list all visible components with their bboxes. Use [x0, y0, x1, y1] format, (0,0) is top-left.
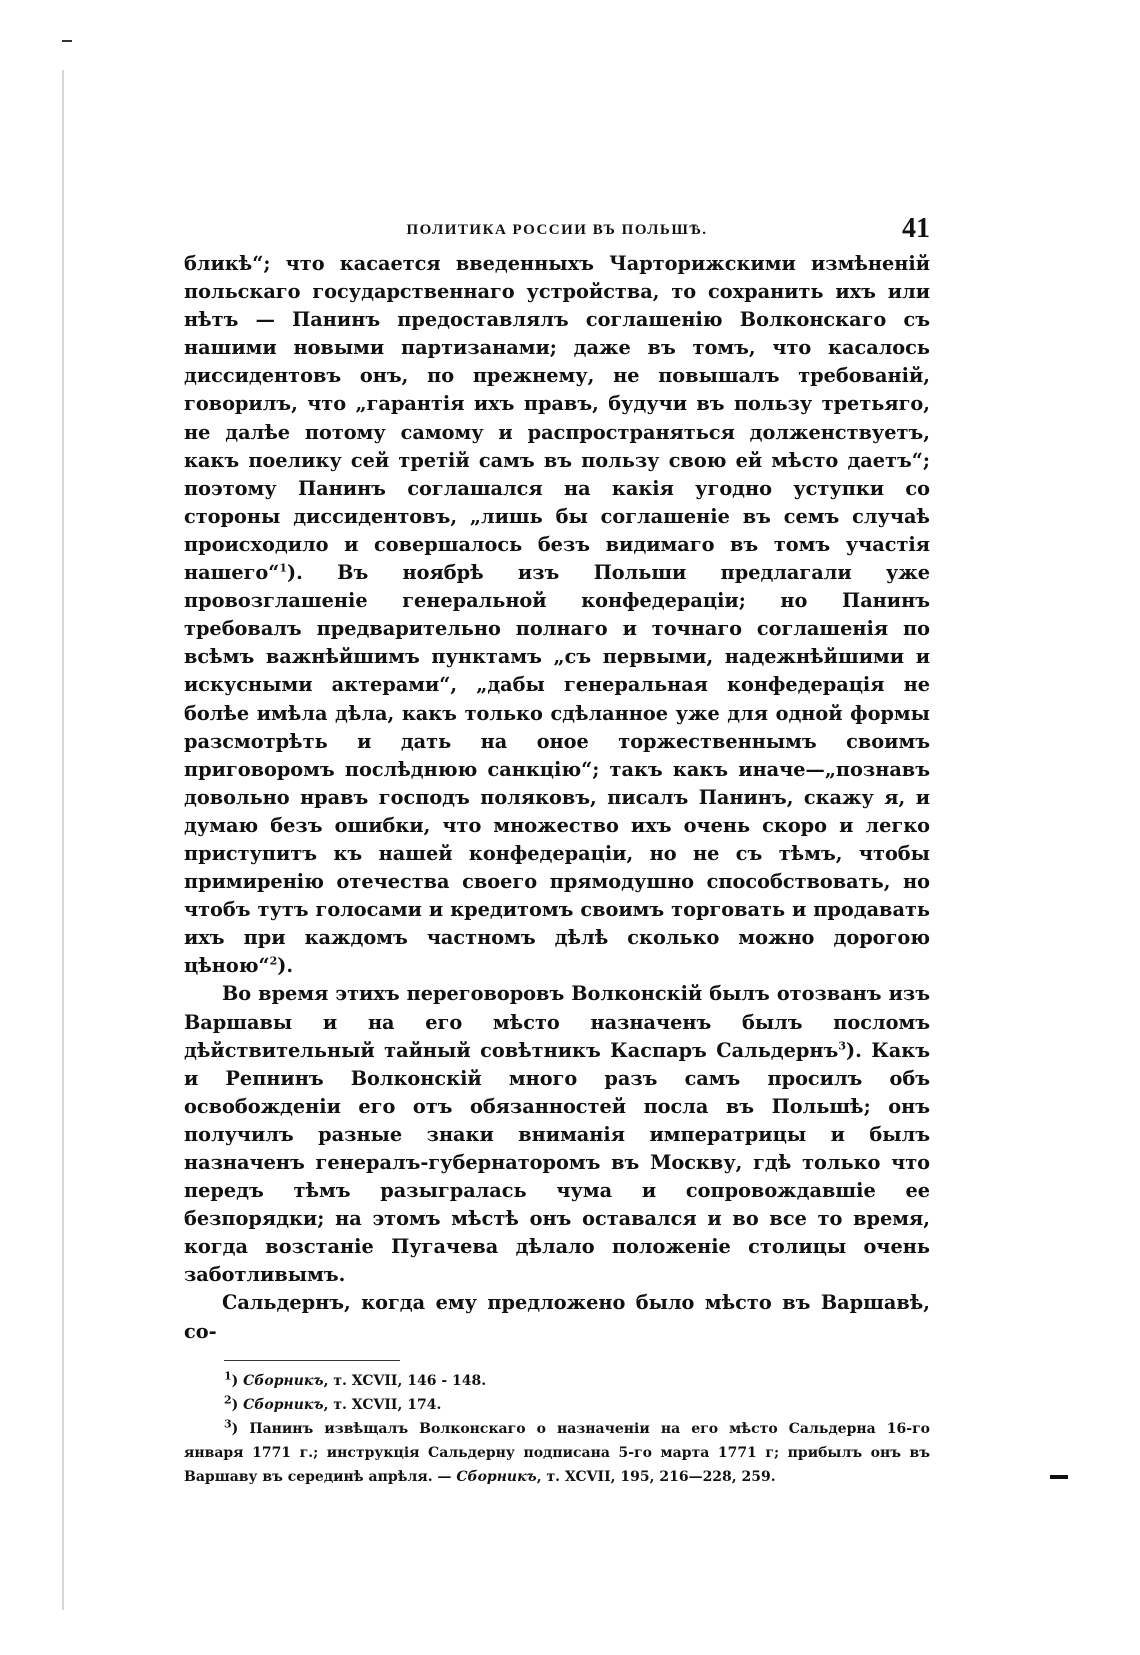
footnote-2-marker: 2	[224, 1393, 232, 1406]
footnote-3-text: Панинъ извѣщалъ Волконскаго о назначеніи на его мѣсто Сальдерна 16-го января 1771 г.; инструкція Сальдерну подписана 5-го марта 1771 г; прибылъ онъ въ Варшаву въ серединѣ апрѣля. —	[184, 1420, 930, 1485]
paragraph-2	[184, 980, 930, 1289]
footnote-2-rest: , т. XCVII, 174.	[323, 1396, 442, 1413]
book-page	[184, 210, 930, 1489]
footnote-1: $^1$) Сборникъ, т. XCVII, 146 - 148.	[224, 1369, 487, 1389]
paragraph-2-part-b: ). Какъ и Репнинъ Волконскій много разъ самъ просилъ объ освобожденіи его отъ обязанностей посла въ Польшѣ; онъ получилъ разные знаки вниманія императрицы и былъ назначенъ генералъ-губернаторомъ въ Москву, гдѣ только что передъ тѣмъ разыгралась чума и сопровождавшіе ее безпорядки; на этомъ мѣстѣ онъ оставался и во все то время, когда возстаніе Пугачева дѣлало положеніе столицы очень заботливымъ.	[184, 1038, 930, 1287]
footnotes	[184, 1369, 930, 1489]
scan-edge-line	[62, 70, 64, 1610]
paragraph-1-part-b: ). Въ ноябрѣ изъ Польши предлагали уже провозглашеніе генеральной конфедераціи; но Панинъ требовалъ предварительно полнаго и точнаго соглашенія по всѣмъ важнѣйшимъ пунктамъ „съ первыми, надежнѣйшими и искусными актерами“, „дабы генеральная конфедерація не болѣе имѣла дѣла, какъ только сдѣланное уже для одной формы разсмотрѣть и дать на оное торжественнымъ своимъ приговоромъ послѣднюю санкцію“; такъ какъ иначе—„познавъ довольно нравъ господъ поляковъ, писалъ Панинъ, скажу я, и думаю безъ ошибки, что множество ихъ очень скоро и легко приступитъ къ нашей конфедераціи, но не съ тѣмъ, чтобы примиренію отечества своего прямодушно способствовать, но чтобъ тутъ голосами и кредитомъ своимъ торговать и продавать ихъ при каждомъ частномъ дѣлѣ сколько можно дорогою цѣною“	[184, 561, 930, 978]
paragraph-1-part-a: бликѣ“; что касается введенныхъ Чарторижскими измѣненій польскаго государственнаго устройства, то сохранить ихъ или нѣтъ — Панинъ предоставлялъ соглашенію Волконскаго съ нашими новыми партизанами; даже въ томъ, что касалось диссидентовъ онъ, по прежнему, не повышалъ требованій, говорилъ, что „гарантія ихъ правъ, будучи въ пользу третьяго, не далѣе потому самому и распространяться долженствуетъ, какъ поелику сей третій самъ въ пользу свою ей мѣсто даетъ“; поэтому Панинъ соглашался на какія угодно уступки со стороны диссидентовъ, „лишь бы соглашеніе въ семъ случаѣ происходило и совершалось безъ видимаго въ томъ участія нашего“	[184, 252, 930, 585]
footnote-ref-2: 2	[269, 954, 278, 968]
paragraph-1	[184, 250, 930, 980]
body-text	[184, 250, 930, 1346]
footnote-2-source: Сборникъ	[243, 1396, 324, 1413]
footnote-1-source: Сборникъ	[243, 1372, 324, 1389]
footnote-3-marker: 3	[224, 1417, 232, 1430]
footnote-1-rest: , т. XCVII, 146 - 148.	[323, 1372, 487, 1389]
footnote-3-source: Сборникъ	[456, 1468, 537, 1485]
footnote-2: $^2$) Сборникъ, т. XCVII, 174.	[224, 1393, 442, 1413]
footnote-1-marker: 1	[224, 1369, 232, 1382]
footnote-divider	[224, 1360, 400, 1361]
footnote-ref-1: 1	[279, 561, 288, 575]
footnote-3-rest: , т. XCVII, 195, 216—228, 259.	[536, 1468, 776, 1485]
paragraph-3: Сальдернъ, когда ему предложено было мѣсто въ Варшавѣ, со-	[184, 1291, 930, 1343]
page-number: 41	[902, 213, 930, 244]
running-title: ПОЛИТИКА РОССИИ ВЪ ПОЛЬШѢ.	[406, 222, 708, 238]
paragraph-2-part-a: Во время этихъ переговоровъ Волконскій былъ отозванъ изъ Варшавы и на его мѣсто назначенъ былъ посломъ дѣйствительный тайный совѣтникъ Каспаръ Сальдернъ	[184, 982, 930, 1062]
footnote-3: $^3$) Панинъ извѣщалъ Волконскаго о назначеніи на его мѣсто Сальдерна 16-го января 1771 г.; инструкція Сальдерну подписана 5-го марта 1771 г; прибылъ онъ въ Варшаву въ серединѣ апрѣля. — Сборникъ, т. XCVII, 195, 216—228, 259.	[184, 1417, 930, 1485]
running-head	[184, 210, 930, 250]
paragraph-1-part-c: ).	[277, 954, 294, 978]
scan-mark-bottom	[1050, 1475, 1068, 1479]
footnote-ref-3: 3	[838, 1039, 846, 1053]
scan-mark-top	[62, 40, 72, 42]
